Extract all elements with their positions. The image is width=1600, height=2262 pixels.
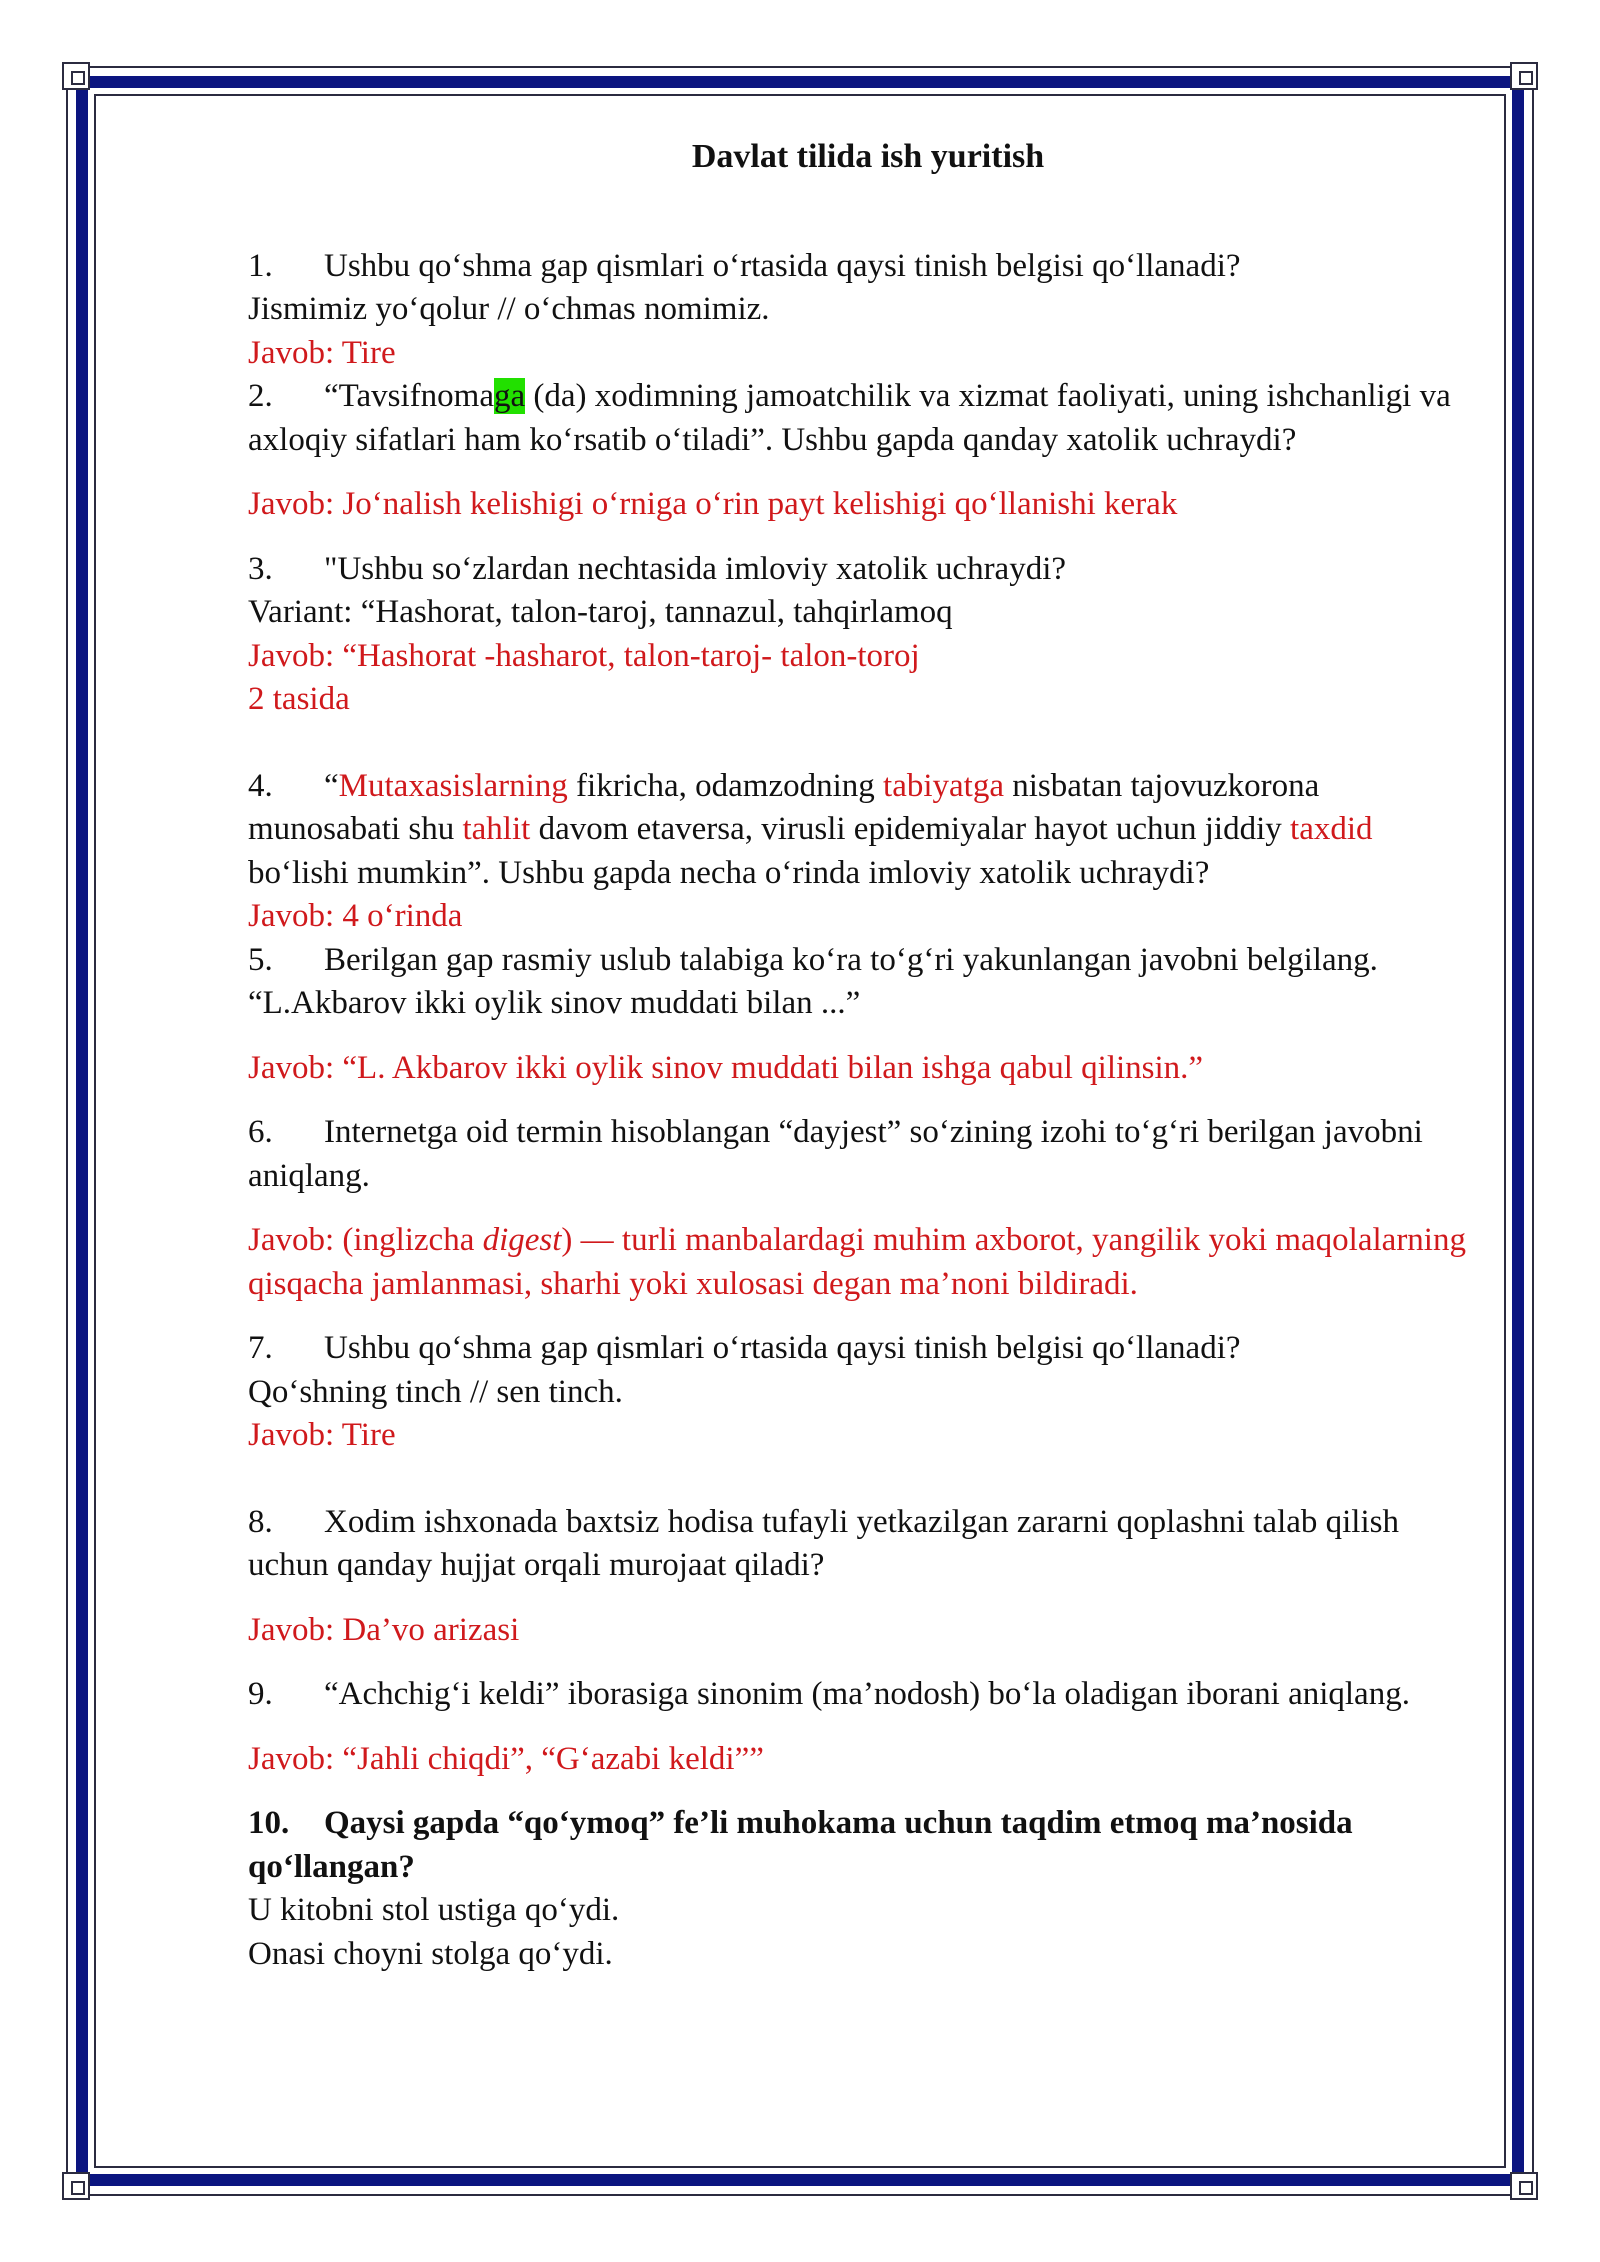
question-number: 7. — [248, 1330, 273, 1366]
answer-text-post: ) — turli manbalardagi muhim axborot, yangilik yoki maqolalarning qisqacha jamlanmasi, sharhi yoki xulosasi degan ma’noni bildiradi. — [248, 1222, 1466, 1302]
answer-text: Javob: Da’vo arizasi — [248, 1611, 520, 1648]
question-1 — [248, 245, 1478, 376]
question-example: Jismimiz yo‘qolur // o‘chmas nomimiz. — [248, 291, 770, 327]
question-text: bo‘lishi mumkin”. Ushbu gapda necha o‘rinda imloviy xatolik uchraydi? — [248, 854, 1210, 891]
question-number: 10. — [248, 1805, 290, 1841]
error-word: Mutaxasislarning — [338, 767, 568, 804]
question-text-pre: “Tavsifnoma — [324, 378, 494, 414]
answer-term: digest — [482, 1222, 562, 1258]
option-1: U kitobni stol ustiga qo‘ydi. — [248, 1892, 620, 1928]
answer-text: Javob: “Hashorat -hasharot, talon-taroj- talon-toroj — [248, 637, 920, 674]
question-number: 9. — [248, 1676, 273, 1712]
question-text: nisbatan tajovuzkorona munosabati shu — [248, 767, 1320, 847]
question-8 — [248, 1501, 1478, 1653]
answer-text: Javob: “L. Akbarov ikki oylik sinov muddati bilan ishga qabul qilinsin.” — [248, 1049, 1204, 1086]
answer-text: Javob: “Jahli chiqdi”, “G‘azabi keldi”” — [248, 1740, 764, 1777]
question-3 — [248, 548, 1478, 722]
question-7 — [248, 1327, 1478, 1458]
answer-text-pre: Javob: (inglizcha — [248, 1222, 483, 1258]
question-2 — [248, 375, 1478, 527]
question-6 — [248, 1111, 1478, 1306]
question-number: 5. — [248, 941, 273, 978]
answer-text: Javob: Jo‘nalish kelishigi o‘rniga o‘rin payt kelishigi qo‘llanishi kerak — [248, 486, 1178, 522]
question-number: 8. — [248, 1503, 273, 1540]
question-number: 1. — [248, 247, 273, 284]
question-text-post: (da) xodimning jamoatchilik va xizmat faoliyati, uning ishchanligi va axloqiy sifatlari ham ko‘rsatib o‘tiladi”. Ushbu gapda qanday xatolik uchraydi? — [248, 378, 1451, 458]
error-word: taxdid — [1290, 811, 1373, 847]
question-number: 3. — [248, 550, 273, 587]
error-word: tahlit — [462, 811, 531, 847]
question-text: "Ushbu so‘zlardan nechtasida imloviy xatolik uchraydi? — [324, 550, 1067, 587]
question-number: 6. — [248, 1114, 273, 1150]
question-text: Xodim ishxonada baxtsiz hodisa tufayli yetkazilgan zararni qoplashni talab qilish uchun qanday hujjat orqali murojaat qiladi? — [248, 1503, 1399, 1583]
question-text: Qaysi gapda “qo‘ymoq” fe’li muhokama uchun taqdim etmoq ma’nosida qo‘llangan? — [248, 1805, 1353, 1885]
highlighted-suffix: ga — [493, 378, 526, 414]
question-number: 2. — [248, 378, 273, 414]
corner-ornament — [62, 2172, 90, 2200]
question-text: Berilgan gap rasmiy uslub talabiga ko‘ra to‘g‘ri yakunlangan javobni belgilang. “L.Akbarov ikki oylik sinov muddati bilan ...” — [248, 941, 1378, 1021]
question-text: “Achchig‘i keldi” iborasiga sinonim (ma’nodosh) bo‘la oladigan iborani aniqlang. — [324, 1676, 1410, 1712]
question-10 — [248, 1802, 1478, 1976]
question-text: Internetga oid termin hisoblangan “dayjest” so‘zining izohi to‘g‘ri berilgan javobni aniqlang. — [248, 1114, 1423, 1194]
question-example: Qo‘shning tinch // sen tinch. — [248, 1373, 623, 1410]
question-text: “ — [324, 767, 339, 804]
answer-text: Javob: Tire — [248, 1417, 396, 1453]
question-5 — [248, 939, 1478, 1091]
answer-text-2: 2 tasida — [248, 681, 350, 717]
question-example: Variant: “Hashorat, talon-taroj, tannazul, tahqirlamoq — [248, 594, 953, 630]
question-text: davom etaversa, virusli epidemiyalar hayot uchun jiddiy — [530, 811, 1291, 847]
question-4 — [248, 765, 1478, 939]
answer-text: Javob: Tire — [248, 334, 396, 371]
document-body — [248, 135, 1478, 1976]
question-text: Ushbu qo‘shma gap qismlari o‘rtasida qaysi tinish belgisi qo‘llanadi? — [324, 1330, 1241, 1366]
question-number: 4. — [248, 767, 273, 804]
option-2: Onasi choyni stolga qo‘ydi. — [248, 1935, 613, 1972]
corner-ornament — [62, 62, 90, 90]
error-word: tabiyatga — [883, 767, 1004, 804]
question-9 — [248, 1673, 1478, 1781]
question-text: Ushbu qo‘shma gap qismlari o‘rtasida qaysi tinish belgisi qo‘llanadi? — [324, 247, 1241, 284]
answer-text: Javob: 4 o‘rinda — [248, 898, 463, 934]
corner-ornament — [1510, 2172, 1538, 2200]
answer-text — [248, 1219, 1478, 1306]
corner-ornament — [1510, 62, 1538, 90]
page-title: Davlat tilida ish yuritish — [691, 138, 1045, 175]
question-text: fikricha, odamzodning — [567, 767, 884, 804]
